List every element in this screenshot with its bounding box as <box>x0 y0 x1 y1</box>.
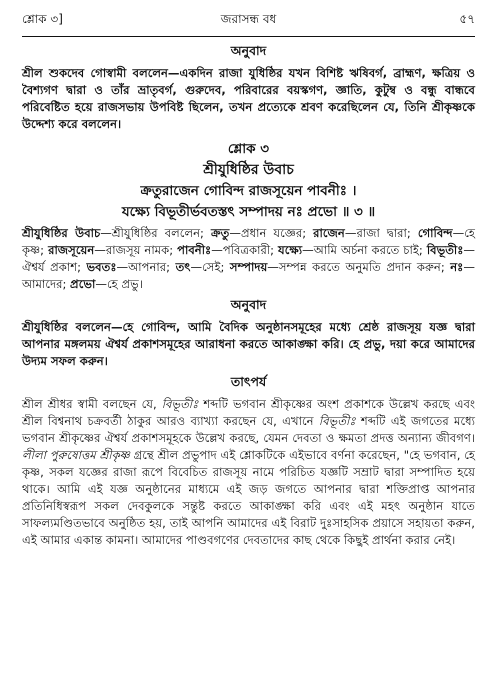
purport-italic-term: লীলা পুরুষোত্তম শ্রীকৃষ্ণ <box>22 448 130 462</box>
synonym-meaning: —আমি অর্চনা করতে চাই; <box>302 243 427 257</box>
synonym-meaning: —সম্পন্ন করতে অনুমতি প্রদান করুন; <box>267 260 451 274</box>
synonym-term: পাবনীঃ <box>177 243 212 257</box>
synonym-meaning: —ঐশ্বর্য প্রকাশ; <box>22 243 476 274</box>
synonym-term: প্রভো <box>70 277 96 291</box>
verse-speaker: শ্রীযুধিষ্ঠির উবাচ <box>203 162 294 178</box>
synonym-meaning: —আপনার; <box>116 260 176 274</box>
translation-2-text: শ্রীযুধিষ্ঠির বললেন—হে গোবিন্দ, আমি বৈদিক অনুষ্ঠানসমূহের মধ্যে শ্রেষ্ঠ রাজসূয় যজ্ঞ দ্বারা আপনার মঙ্গলময় ঐশ্বর্য প্রকাশসমূহের আরাধনা করতে আকাঙ্ক্ষা করি। হে প্রভু, দয়া করে আমাদের উদ্যম সফল করুন। <box>22 320 475 368</box>
synonym-meaning: —শ্রীযুধিষ্ঠির বললেন; <box>100 226 211 240</box>
purport-italic-term: বিভূতীঃ <box>161 397 199 411</box>
purport-heading: তাৎপর্য <box>230 374 267 389</box>
synonym-meaning: —প্রধান যজ্ঞের; <box>229 226 314 240</box>
purport-segment: গ্রন্থে শ্রীল প্রভুপাদ এই শ্লোকটিকে এইভাবে বর্ণনা করেছেন, "হে ভগবান, হে কৃষ্ণ, সকল যজ্ঞের রাজা রূপে বিবেচিত রাজসূয় নামে পরিচিত যজ্ঞটি সম্রাট দ্বারা সম্পাদিত হয়ে থাকে। আমি এই যজ্ঞ অনুষ্ঠানের মাধ্যমে এই জড় জগতে আপনার দ্বারা শক্তিপ্রাপ্ত আপনার প্রতিনিধিস্বরূপ সকল দেবকুলকে সন্তুষ্ট করতে আকাঙ্ক্ষা করি এবং এই মহৎ অনুষ্ঠান যাতে সাফল্যমণ্ডিতভাবে অনুষ্ঠিত হয়, তাই আপনি আমাদের এই বিরাট দুঃসাহসিক প্রয়াসে সহায়তা করুন, এই আমার একান্ত কামনা। আমাদের পাণ্ডবগণের দেবতাদের কাছ থেকে কিছুই প্রার্থনা করার নেই। <box>22 448 475 547</box>
translation-text: শ্রীল শুকদেব গোস্বামী বললেন—একদিন রাজা যুধিষ্ঠির যখন বিশিষ্ট ঋষিবর্গ, ব্রাহ্মণ, ক্ষত্রিয় ও বৈশ্যগণ দ্বারা ও তাঁর ভ্রাতৃবর্গ, গুরুদেব, পরিবারের বয়স্কগণ, জ্ঞাতি, কুটুম্ব ও বন্ধু বান্ধবে পরিবেষ্টিত হয়ে রাজসভায় উপবিষ্ট ছিলেন, তখন প্রত্যেকে শ্রবণ করেছিলেন যে, তিনি শ্রীকৃষ্ণকে উদ্দেশ্য করে বললেন। <box>22 66 475 131</box>
translation-heading: অনুবাদ <box>230 43 267 58</box>
synonym-meaning: —হে প্রভু। <box>95 277 143 291</box>
header-page-number: ৫৭ <box>459 12 475 26</box>
synonym-meaning: —আমাদের; <box>22 260 475 291</box>
synonym-term: নঃ <box>450 260 464 274</box>
synonym-term: শ্রীযুধিষ্ঠির উবাচ <box>22 226 101 240</box>
verse-line-2: যক্ষ্যে বিভূতীর্ভবতস্তৎ সম্পাদয় নঃ প্রভো ॥ ৩ ॥ <box>121 204 376 220</box>
verse-line-1: ক্রতুরাজেন গোবিন্দ রাজসূয়েন পাবনীঃ । <box>140 183 357 199</box>
synonym-meaning: —হে কৃষ্ণ; <box>22 226 475 257</box>
purport-segment: শব্দটি এই জগতের মধ্যে ভগবান শ্রীকৃষ্ণের ঐশ্বর্য প্রকাশসমূহকে উল্লেখ করছে, যেমন দেবতা ও ক্ষমতা প্রদত্ত অন্যান্য জীবগণ। <box>22 414 476 445</box>
synonym-term: তৎ <box>175 260 191 274</box>
purport-italic-term: বিভূতীঃ <box>318 414 356 428</box>
synonym-term: রাজেন <box>313 226 345 240</box>
purport-segment: শব্দটি ভগবান শ্রীকৃষ্ণের অংশ প্রকাশকে উল্লেখ করছে এবং শ্রীল বিশ্বনাথ চক্রবর্তী ঠাকুর আরও ব্যাখ্যা করছেন যে, এখানে <box>22 397 475 428</box>
synonym-meaning: —রাজা দ্বারা; <box>344 226 418 240</box>
page-header <box>22 10 475 32</box>
synonym-term: ক্রতু <box>210 226 230 240</box>
translation-2-heading: অনুবাদ <box>230 297 267 312</box>
synonym-term: বিভূতীঃ <box>426 243 464 257</box>
synonym-term: সম্পাদয় <box>229 260 268 274</box>
purport-segment: শ্রীল শ্রীধর স্বামী বলছেন যে, <box>22 397 162 411</box>
word-for-word-synonyms <box>22 225 475 293</box>
header-chapter-title: জরাসন্ধ বধ <box>220 12 277 26</box>
synonym-term: ভবতঃ <box>86 260 117 274</box>
synonym-meaning: —রাজসূয় নামক; <box>94 243 178 257</box>
synonym-term: যক্ষ্যে <box>278 243 303 257</box>
header-rule <box>22 36 475 37</box>
synonym-term: রাজসূয়েন <box>48 243 95 257</box>
header-verse-ref: শ্লোক ৩] <box>22 12 63 26</box>
synonym-meaning: —সেই; <box>190 260 230 274</box>
synonym-meaning: —পবিত্রকারী; <box>211 243 279 257</box>
verse-number: শ্লোক ৩ <box>227 141 270 157</box>
purport-text <box>22 396 475 549</box>
synonym-term: গোবিন্দ <box>417 226 453 240</box>
